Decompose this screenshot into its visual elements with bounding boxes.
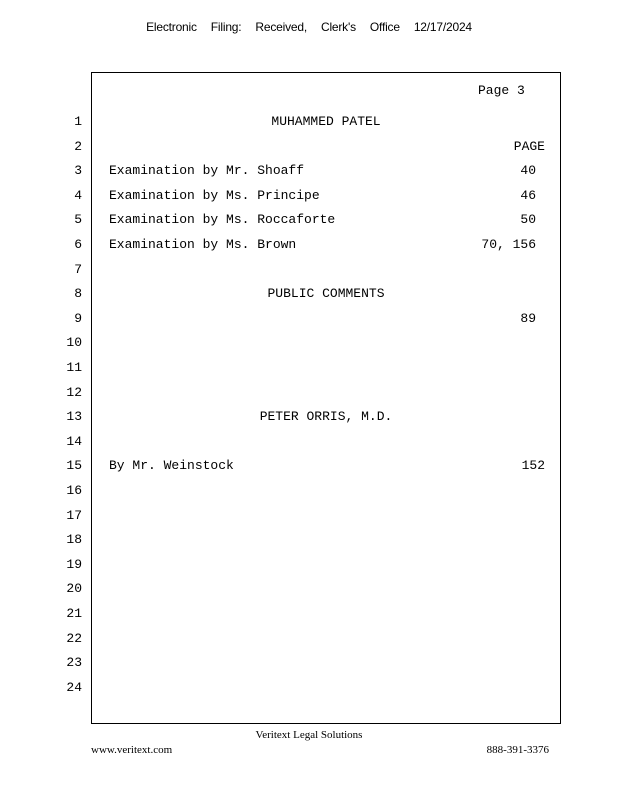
transcript-line — [0, 605, 618, 623]
line-number: 11 — [66, 360, 82, 375]
transcript-line — [0, 482, 618, 500]
transcript-line — [0, 679, 618, 697]
line-number: 6 — [74, 237, 82, 252]
index-entry-page: 40 — [520, 163, 536, 179]
line-number: 5 — [74, 212, 82, 228]
transcript-line — [0, 408, 618, 426]
line-number: 8 — [74, 286, 82, 302]
transcript-line — [0, 457, 618, 475]
header-part: Received, — [255, 20, 307, 34]
transcript-line — [0, 630, 618, 648]
transcript-line — [0, 138, 618, 156]
index-entry-page: 50 — [520, 212, 536, 228]
index-entry-page: 46 — [520, 187, 536, 203]
transcript-line — [0, 531, 618, 549]
line-number: 10 — [66, 335, 82, 351]
page-column-header: PAGE — [513, 138, 545, 154]
transcript-line — [0, 507, 618, 525]
line-number: 22 — [66, 630, 82, 646]
header-part: Office — [369, 20, 400, 34]
line-number: 20 — [66, 581, 82, 597]
transcript-line — [0, 556, 618, 574]
index-entry-page: 70, 156 — [481, 237, 536, 252]
line-number: 15 — [66, 458, 82, 474]
index-entry-text: Examination by Ms. Brown — [109, 237, 297, 252]
header-part: Electronic — [146, 20, 197, 34]
transcript-line — [0, 580, 618, 598]
line-number: 1 — [74, 114, 82, 129]
line-number: 14 — [66, 433, 82, 449]
transcript-line — [0, 236, 618, 254]
line-number: 19 — [66, 556, 82, 572]
line-number: 4 — [74, 187, 82, 203]
transcript-line — [0, 187, 618, 205]
section-heading: PUBLIC COMMENTS — [267, 286, 385, 302]
line-number: 2 — [74, 138, 82, 154]
transcript-line — [0, 359, 618, 377]
line-number: 12 — [66, 384, 82, 400]
index-entry-text: By Mr. Weinstock — [109, 458, 234, 474]
line-number: 7 — [74, 261, 82, 277]
index-entry-page: 152 — [521, 458, 545, 474]
index-entry-page: 89 — [520, 310, 536, 326]
footer-company: Veritext Legal Solutions — [255, 729, 363, 741]
section-heading: PETER ORRIS, M.D. — [259, 409, 393, 425]
transcript-line — [0, 285, 618, 303]
line-number: 21 — [66, 606, 82, 621]
line-number: 9 — [74, 310, 82, 326]
line-number: 13 — [66, 409, 82, 425]
index-entry-text: Examination by Mr. Shoaff — [109, 163, 305, 179]
header-part: Filing: — [210, 20, 242, 34]
index-entry-text: Examination by Ms. Principe — [109, 187, 320, 203]
header-part: 12/17/2024 — [413, 20, 472, 34]
transcript-line — [0, 654, 618, 672]
line-number: 17 — [66, 507, 82, 523]
line-number: 23 — [66, 655, 82, 671]
footer-website: www.veritext.com — [91, 744, 173, 756]
transcript-line — [0, 162, 618, 180]
transcript-line — [0, 113, 618, 131]
line-number: 16 — [66, 483, 82, 498]
index-entry-text: Examination by Ms. Roccaforte — [109, 212, 336, 228]
transcript-line — [0, 334, 618, 352]
line-number: 24 — [66, 679, 82, 695]
header-part: Clerk's — [320, 20, 356, 34]
transcript-line — [0, 261, 618, 279]
transcript-line — [0, 433, 618, 451]
transcript-line — [0, 211, 618, 229]
page-number: Page 3 — [478, 83, 525, 98]
electronic-filing-header — [0, 20, 618, 34]
footer-phone: 888-391-3376 — [486, 744, 549, 756]
line-number: 3 — [74, 163, 82, 179]
transcript-line — [0, 384, 618, 402]
transcript-line — [0, 310, 618, 328]
section-heading: MUHAMMED PATEL — [271, 114, 381, 129]
line-number: 18 — [66, 532, 82, 548]
